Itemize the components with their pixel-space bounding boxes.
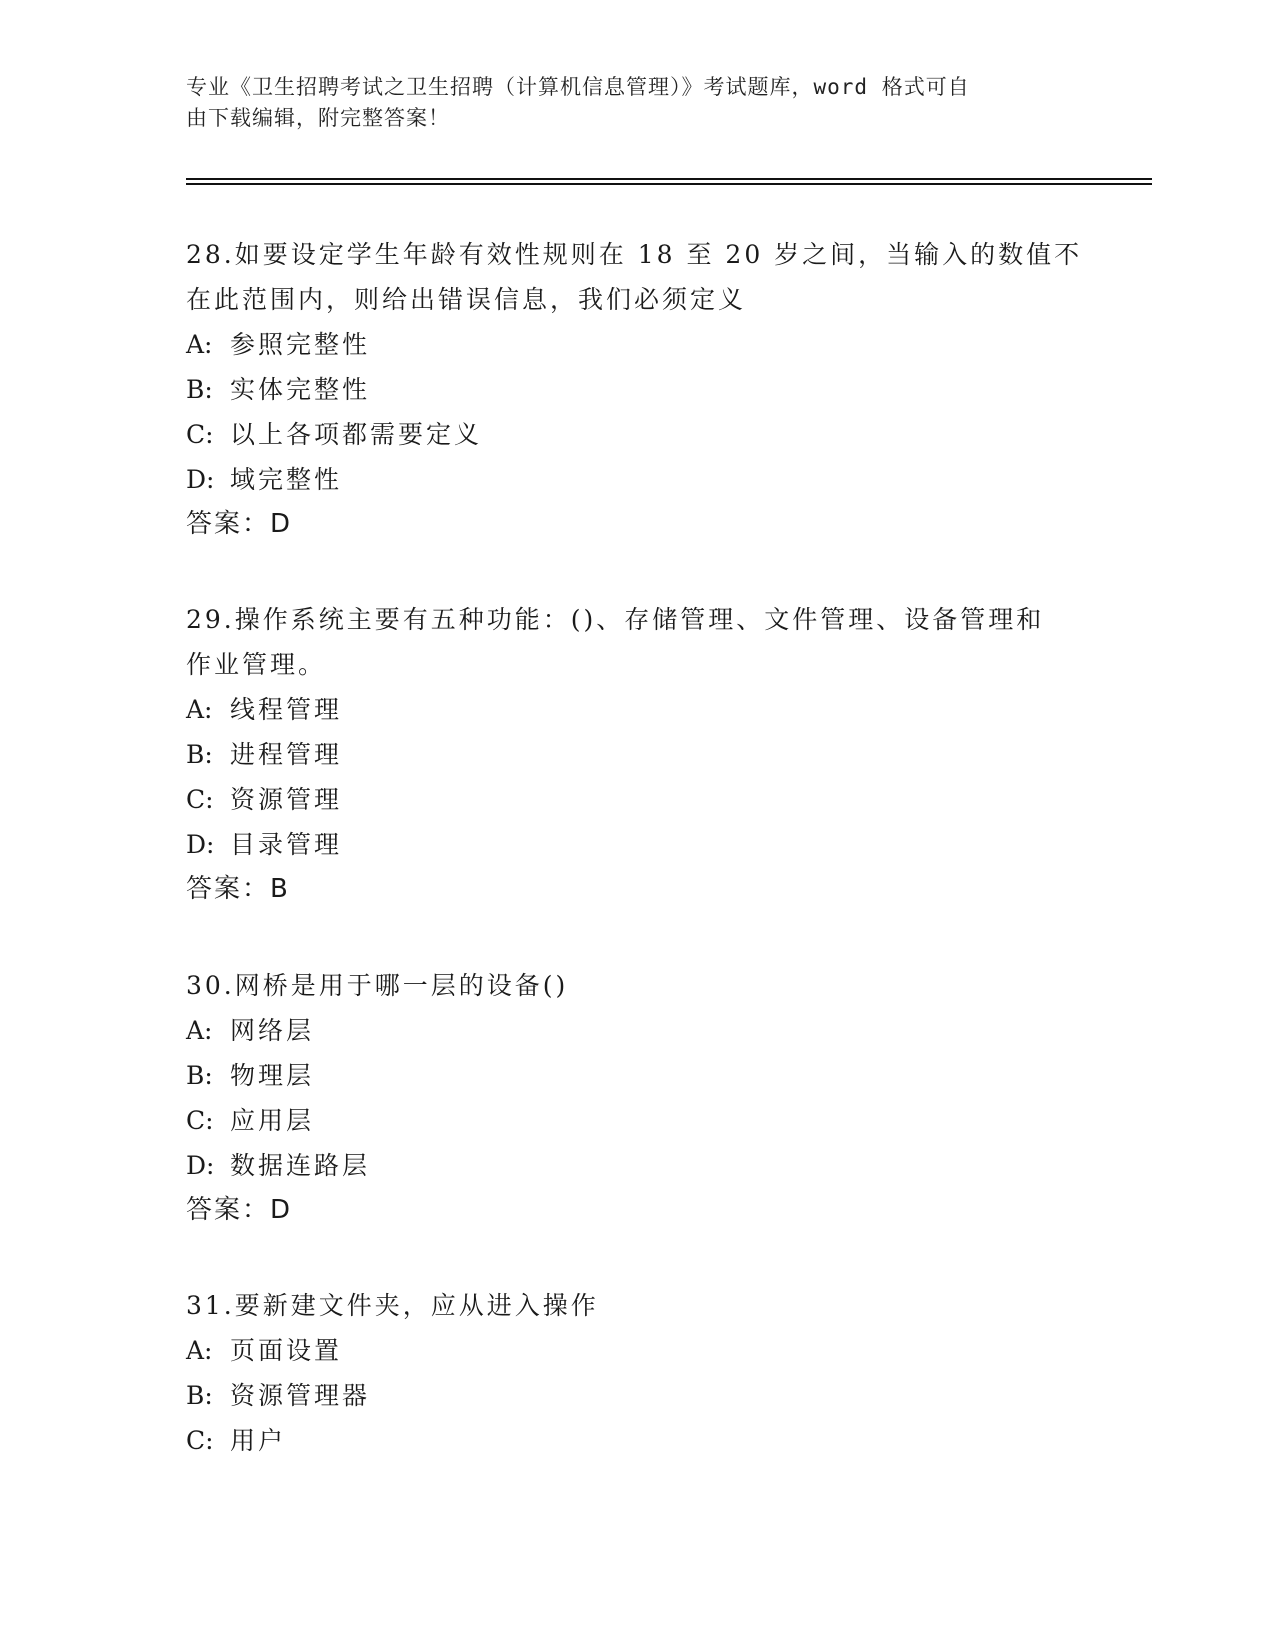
- option-text: 用户: [230, 1426, 287, 1455]
- option-key: C:: [186, 1106, 214, 1135]
- answer: 答案：B: [186, 874, 290, 904]
- question-31: [186, 1283, 1086, 1463]
- option-text: 物理层: [230, 1061, 315, 1090]
- question-text-line: 作业管理。: [186, 650, 327, 679]
- option-d: [186, 822, 1086, 867]
- option-key: B:: [186, 740, 213, 769]
- document-header: [186, 72, 1066, 134]
- option-key: A:: [186, 695, 213, 724]
- option-text: 资源管理器: [230, 1381, 371, 1410]
- option-text: 数据连路层: [230, 1151, 371, 1180]
- option-c: [186, 412, 1086, 457]
- option-key: B:: [186, 1381, 213, 1410]
- option-text: 域完整性: [230, 465, 343, 494]
- question-30: [186, 963, 1086, 1233]
- option-text: 网络层: [230, 1016, 315, 1045]
- option-text: 实体完整性: [230, 375, 371, 404]
- header-divider-bottom: [186, 183, 1152, 185]
- option-key: D:: [186, 830, 215, 859]
- option-text: 参照完整性: [230, 330, 371, 359]
- option-text: 进程管理: [230, 740, 343, 769]
- question-text-line: 在此范围内，则给出错误信息，我们必须定义: [186, 285, 747, 314]
- option-a: [186, 322, 1086, 367]
- answer: 答案：D: [186, 1195, 293, 1225]
- option-key: D:: [186, 1151, 215, 1180]
- option-a: [186, 1008, 1086, 1053]
- question-28: [186, 232, 1086, 547]
- question-text-line: 28.如要设定学生年龄有效性规则在 18 至 20 岁之间，当输入的数值不: [186, 240, 1083, 269]
- question-text-line: 31.要新建文件夹，应从进入操作: [186, 1291, 599, 1320]
- option-key: C:: [186, 420, 214, 449]
- answer: 答案：D: [186, 509, 293, 539]
- option-c: [186, 1418, 1086, 1463]
- option-d: [186, 1143, 1086, 1188]
- option-key: B:: [186, 375, 213, 404]
- header-divider-top: [186, 178, 1152, 180]
- option-key: A:: [186, 1016, 213, 1045]
- option-b: [186, 1373, 1086, 1418]
- option-key: A:: [186, 1336, 213, 1365]
- option-text: 目录管理: [230, 830, 343, 859]
- option-a: [186, 687, 1086, 732]
- option-text: 以上各项都需要定义: [230, 420, 483, 449]
- option-b: [186, 367, 1086, 412]
- question-text-line: 30.网桥是用于哪一层的设备(): [186, 971, 569, 1000]
- option-text: 应用层: [230, 1106, 315, 1135]
- option-key: A:: [186, 330, 213, 359]
- option-text: 线程管理: [230, 695, 343, 724]
- option-a: [186, 1328, 1086, 1373]
- question-text-line: 29.操作系统主要有五种功能：()、存储管理、文件管理、设备管理和: [186, 605, 1045, 634]
- option-key: B:: [186, 1061, 213, 1090]
- question-29: [186, 597, 1086, 912]
- option-d: [186, 457, 1086, 502]
- option-key: D:: [186, 465, 215, 494]
- option-b: [186, 732, 1086, 777]
- option-c: [186, 1098, 1086, 1143]
- option-b: [186, 1053, 1086, 1098]
- option-text: 资源管理: [230, 785, 343, 814]
- option-c: [186, 777, 1086, 822]
- option-key: C:: [186, 785, 214, 814]
- header-line-2: 由下载编辑，附完整答案！: [186, 106, 450, 130]
- option-text: 页面设置: [230, 1336, 343, 1365]
- header-line-1: 专业《卫生招聘考试之卫生招聘（计算机信息管理）》考试题库，word 格式可自: [186, 75, 970, 99]
- option-key: C:: [186, 1426, 214, 1455]
